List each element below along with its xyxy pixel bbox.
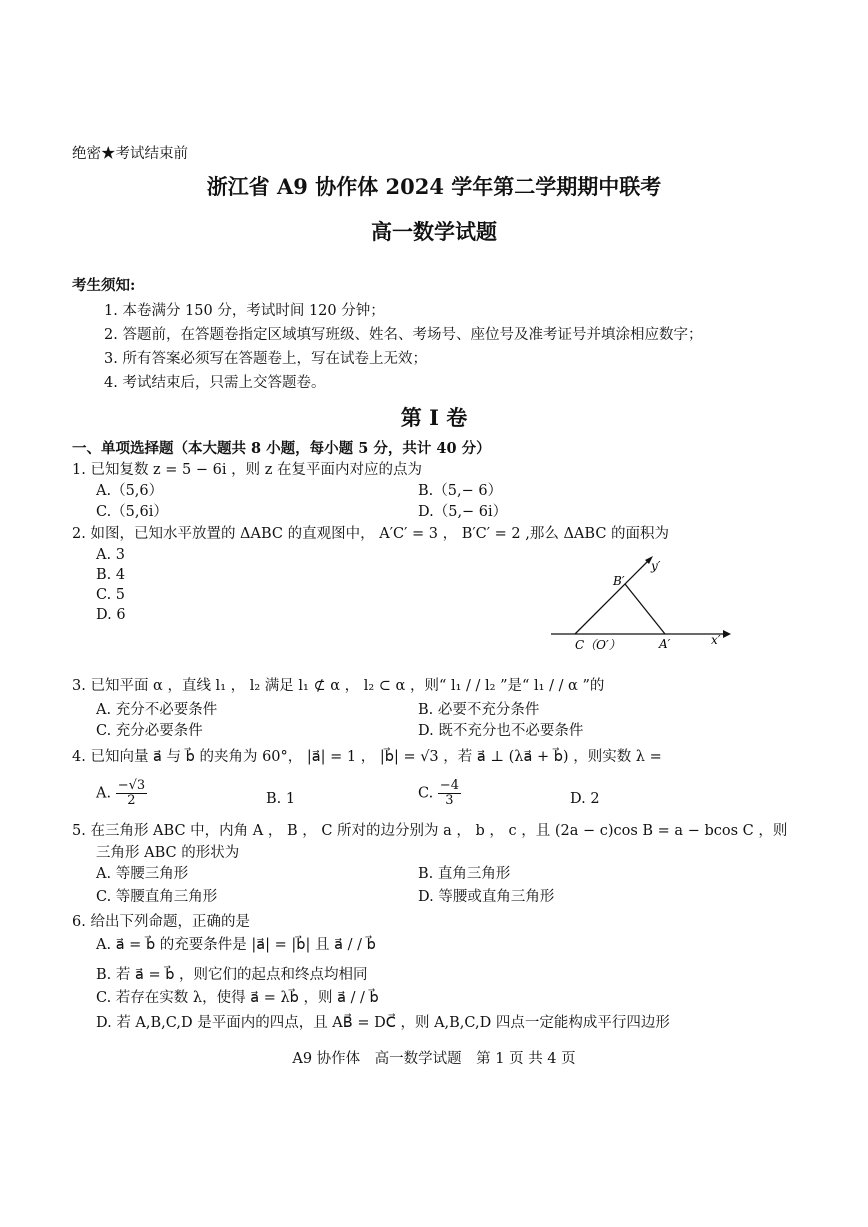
- notice-item-3: 3. 所有答案必须写在答题卷上，写在试卷上无效；: [104, 351, 427, 367]
- exam-title: 浙江省 A9 协作体 2024 学年第二学期期中联考: [206, 174, 662, 199]
- notice-item-2: 2. 答题前，在答题卷指定区域填写班级、姓名、考场号、座位号及准考证号并填涂相应数字；: [104, 327, 703, 343]
- x-axis-label: x′: [711, 633, 721, 647]
- point-a-label: A′: [659, 637, 671, 651]
- q4-option-c-denominator: 3: [445, 793, 454, 808]
- q5-stem-line1: 5. 在三角形 ABC 中，内角 A ， B ， C 所对的边分别为 a ， b ， c ，且 (2a − c)cos B = a − bcos C ，则: [72, 823, 788, 839]
- point-b-label: B′: [613, 574, 625, 588]
- x-axis-arrow: [723, 630, 731, 638]
- q4-option-c: [418, 779, 461, 808]
- q2-oblique-figure: [545, 548, 735, 658]
- q6-option-d: D. 若 A,B,C,D 是平面内的四点，且 AB⃗ = DC⃗ ，则 A,B,C,D 四点一定能构成平行四边形: [96, 1015, 670, 1031]
- exam-subtitle: 高一数学试题: [371, 219, 497, 244]
- q1-option-b: B.（5,− 6）: [418, 483, 503, 499]
- q5-stem-line2: 三角形 ABC 的形状为: [96, 845, 240, 861]
- y-axis-line: [575, 560, 649, 634]
- q4-option-c-numerator: −4: [439, 778, 459, 793]
- q4-option-c-label: C.: [418, 785, 434, 802]
- triangle-side-ab: [625, 584, 665, 634]
- part-title: 第 I 卷: [400, 405, 468, 430]
- q6-option-c: C. 若存在实数 λ，使得 a⃗ = λb⃗ ，则 a⃗ / / b⃗: [96, 990, 379, 1006]
- q4-option-b: B. 1: [266, 791, 296, 807]
- point-c-label: C（O′）: [575, 638, 621, 652]
- notice-heading: 考生须知:: [72, 277, 136, 294]
- q3-option-d: D. 既不充分也不必要条件: [418, 723, 584, 739]
- q6-option-b: B. 若 a⃗ = b⃗ ，则它们的起点和终点均相同: [96, 967, 368, 983]
- notice-item-4: 4. 考试结束后，只需上交答题卷。: [104, 375, 326, 391]
- q4-option-a: [96, 779, 147, 808]
- q5-option-b: B. 直角三角形: [418, 866, 511, 882]
- q4-option-d: D. 2: [570, 791, 600, 807]
- section-heading: 一、单项选择题（本大题共 8 小题，每小题 5 分，共计 40 分）: [72, 440, 491, 457]
- q4-option-a-numerator: −√3: [117, 778, 146, 793]
- q4-stem: 4. 已知向量 a⃗ 与 b⃗ 的夹角为 60°， |a⃗| = 1 ， |b⃗| = √3 ，若 a⃗ ⊥ (λa⃗ + b⃗) ，则实数 λ =: [72, 749, 662, 765]
- q1-option-a: A.（5,6）: [96, 483, 164, 499]
- q5-option-d: D. 等腰或直角三角形: [418, 889, 555, 905]
- notice-item-1: 1. 本卷满分 150 分，考试时间 120 分钟；: [104, 303, 385, 319]
- q5-option-a: A. 等腰三角形: [96, 866, 189, 882]
- q3-stem: 3. 已知平面 α ，直线 l₁ ， l₂ 满足 l₁ ⊄ α ， l₂ ⊂ α ，则“ l₁ / / l₂ ”是“ l₁ / / α ”的: [72, 678, 605, 694]
- q2-option-b: B. 4: [96, 567, 126, 583]
- q1-stem: 1. 已知复数 z = 5 − 6i ，则 z 在复平面内对应的点为: [72, 462, 422, 478]
- q1-option-d: D.（5,− 6i）: [418, 504, 508, 520]
- q4-option-a-fraction: [116, 779, 147, 808]
- q2-option-d: D. 6: [96, 607, 126, 623]
- q1-option-c: C.（5,6i）: [96, 504, 168, 520]
- q5-option-c: C. 等腰直角三角形: [96, 889, 218, 905]
- q3-option-b: B. 必要不充分条件: [418, 702, 540, 718]
- y-axis-label: y′: [651, 559, 661, 573]
- q2-option-a: A. 3: [96, 547, 125, 563]
- q2-option-c: C. 5: [96, 587, 126, 603]
- q2-stem: 2. 如图，已知水平放置的 ΔABC 的直观图中， A′C′ = 3 ， B′C′ = 2 ,那么 ΔABC 的面积为: [72, 526, 670, 542]
- q4-option-a-denominator: 2: [127, 793, 136, 808]
- q3-option-c: C. 充分必要条件: [96, 723, 203, 739]
- secret-label: 绝密★考试结束前: [72, 146, 188, 162]
- q4-option-c-fraction: [438, 779, 461, 808]
- q6-stem: 6. 给出下列命题，正确的是: [72, 914, 250, 930]
- page-footer: A9 协作体 高一数学试题 第 1 页 共 4 页: [292, 1051, 576, 1067]
- q4-option-a-label: A.: [96, 785, 112, 802]
- q3-option-a: A. 充分不必要条件: [96, 702, 218, 718]
- q6-option-a: A. a⃗ = b⃗ 的充要条件是 |a⃗| = |b⃗| 且 a⃗ / / b⃗: [96, 937, 376, 953]
